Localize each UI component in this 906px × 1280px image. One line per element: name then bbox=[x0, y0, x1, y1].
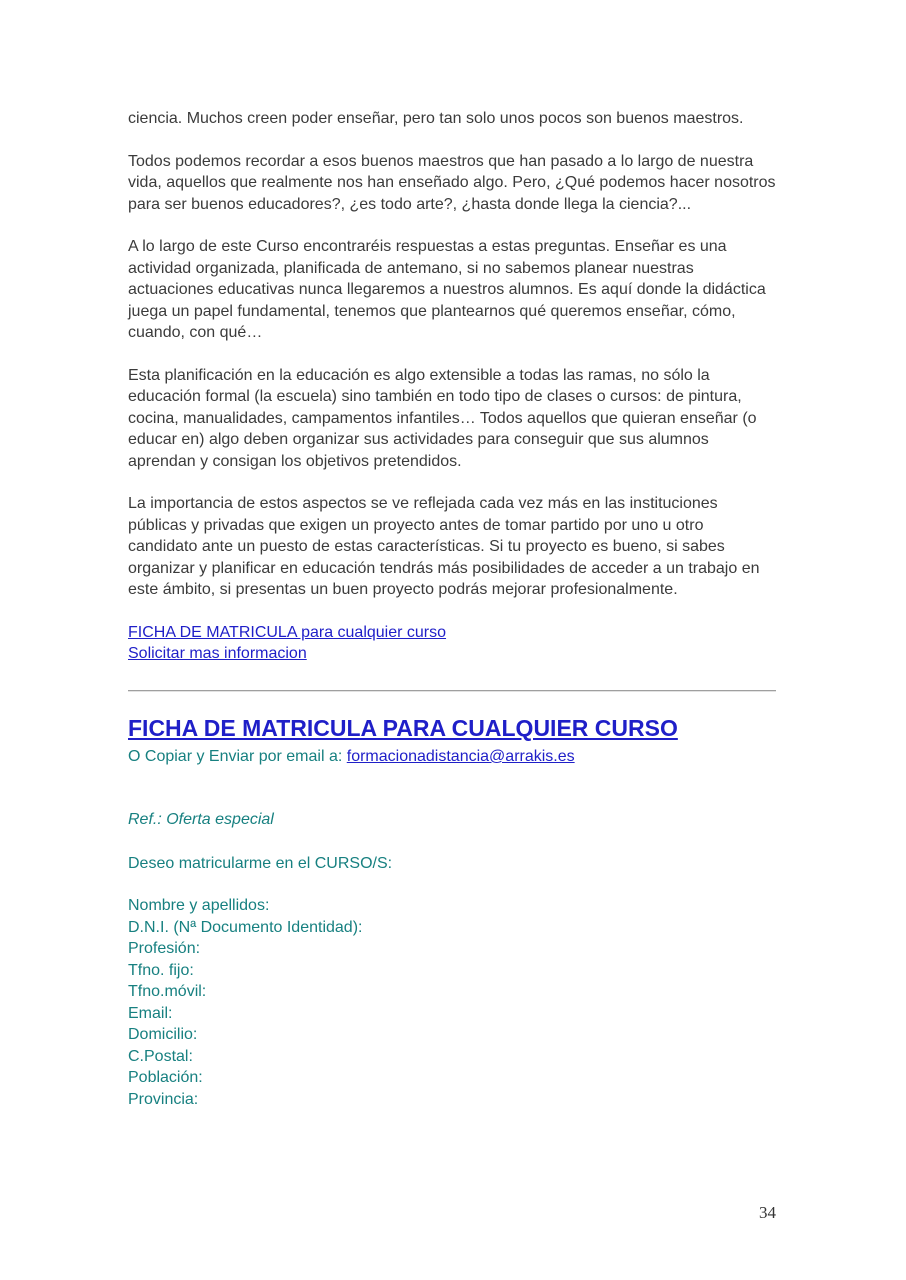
email-instruction-label: O Copiar y Enviar por email a: bbox=[128, 747, 347, 765]
email-instruction-line bbox=[128, 746, 776, 768]
form-fields-list bbox=[128, 895, 776, 1110]
link-solicitar-informacion[interactable]: Solicitar mas informacion bbox=[128, 645, 307, 662]
section-divider bbox=[128, 690, 776, 692]
field-label-nombre: Nombre y apellidos: bbox=[128, 897, 270, 915]
ref-line: Ref.: Oferta especial bbox=[128, 811, 274, 829]
paragraph: Esta planificación en la educación es algo extensible a todas las ramas, no sólo la educación formal (la escuela) sino también en todo tipo de clases o cursos: de pintura, cocina, manualidades, campamentos infantiles… Todos aquellos que quieran enseñar (o educar en) algo deben organizar sus actividades para conseguir que sus alumnos aprendan y consigan los objetivos pretendidos. bbox=[128, 366, 757, 470]
field-label-tfno-fijo: Tfno. fijo: bbox=[128, 961, 194, 979]
page-number: 34 bbox=[759, 1203, 776, 1222]
enrollment-intro-line: Deseo matricularme en el CURSO/S: bbox=[128, 854, 393, 872]
link-ficha-matricula[interactable]: FICHA DE MATRICULA para cualquier curso bbox=[128, 623, 447, 641]
email-link[interactable]: formacionadistancia@arrakis.es bbox=[346, 747, 575, 765]
link-line bbox=[128, 622, 776, 644]
paragraph: A lo largo de este Curso encontraréis respuestas a estas preguntas. Enseñar es una actividad organizada, planificada de antemano, si no sabemos planear nuestras actuaciones educativas nunca llegaremos a nuestros alumnos. Es aquí donde la didáctica juega un papel fundamental, tenemos que plantearnos qué queremos enseñar, cómo, cuando, con qué… bbox=[128, 238, 766, 341]
form-section-heading: FICHA DE MATRICULA PARA CUALQUIER CURSO bbox=[128, 714, 678, 741]
link-line bbox=[128, 643, 776, 665]
field-label-poblacion: Población: bbox=[128, 1069, 203, 1087]
field-label-domicilio: Domicilio: bbox=[128, 1026, 198, 1044]
field-label-email: Email: bbox=[128, 1004, 173, 1022]
field-label-profesion: Profesión: bbox=[128, 940, 201, 958]
field-label-cpostal: C.Postal: bbox=[128, 1047, 193, 1065]
field-label-tfno-movil: Tfno.móvil: bbox=[128, 983, 207, 1001]
paragraph: La importancia de estos aspectos se ve reflejada cada vez más en las instituciones públicas y privadas que exigen un proyecto antes de tomar partido por uno u otro candidato ante un puesto de estas características. Si tu proyecto es bueno, si sabes organizar y planificar en educación tendrás más posibilidades de acceder a un trabajo en este ámbito, si presentas un buen proyecto podrás mejorar profesionalmente. bbox=[128, 495, 760, 598]
paragraph: ciencia. Muchos creen poder enseñar, pero tan solo unos pocos son buenos maestros. bbox=[128, 110, 744, 127]
enrollment-form-section bbox=[128, 715, 776, 1111]
body-text-section bbox=[128, 108, 776, 601]
paragraph: Todos podemos recordar a esos buenos maestros que han pasado a lo largo de nuestra vida, aquellos que realmente nos han enseñado algo. Pero, ¿Qué podemos hacer nosotros para ser buenos educadores?, ¿es todo arte?, ¿hasta donde llega la ciencia?... bbox=[128, 152, 776, 213]
links-block bbox=[128, 622, 776, 665]
field-label-provincia: Provincia: bbox=[128, 1090, 199, 1108]
field-label-dni: D.N.I. (Nª Documento Identidad): bbox=[128, 918, 363, 936]
